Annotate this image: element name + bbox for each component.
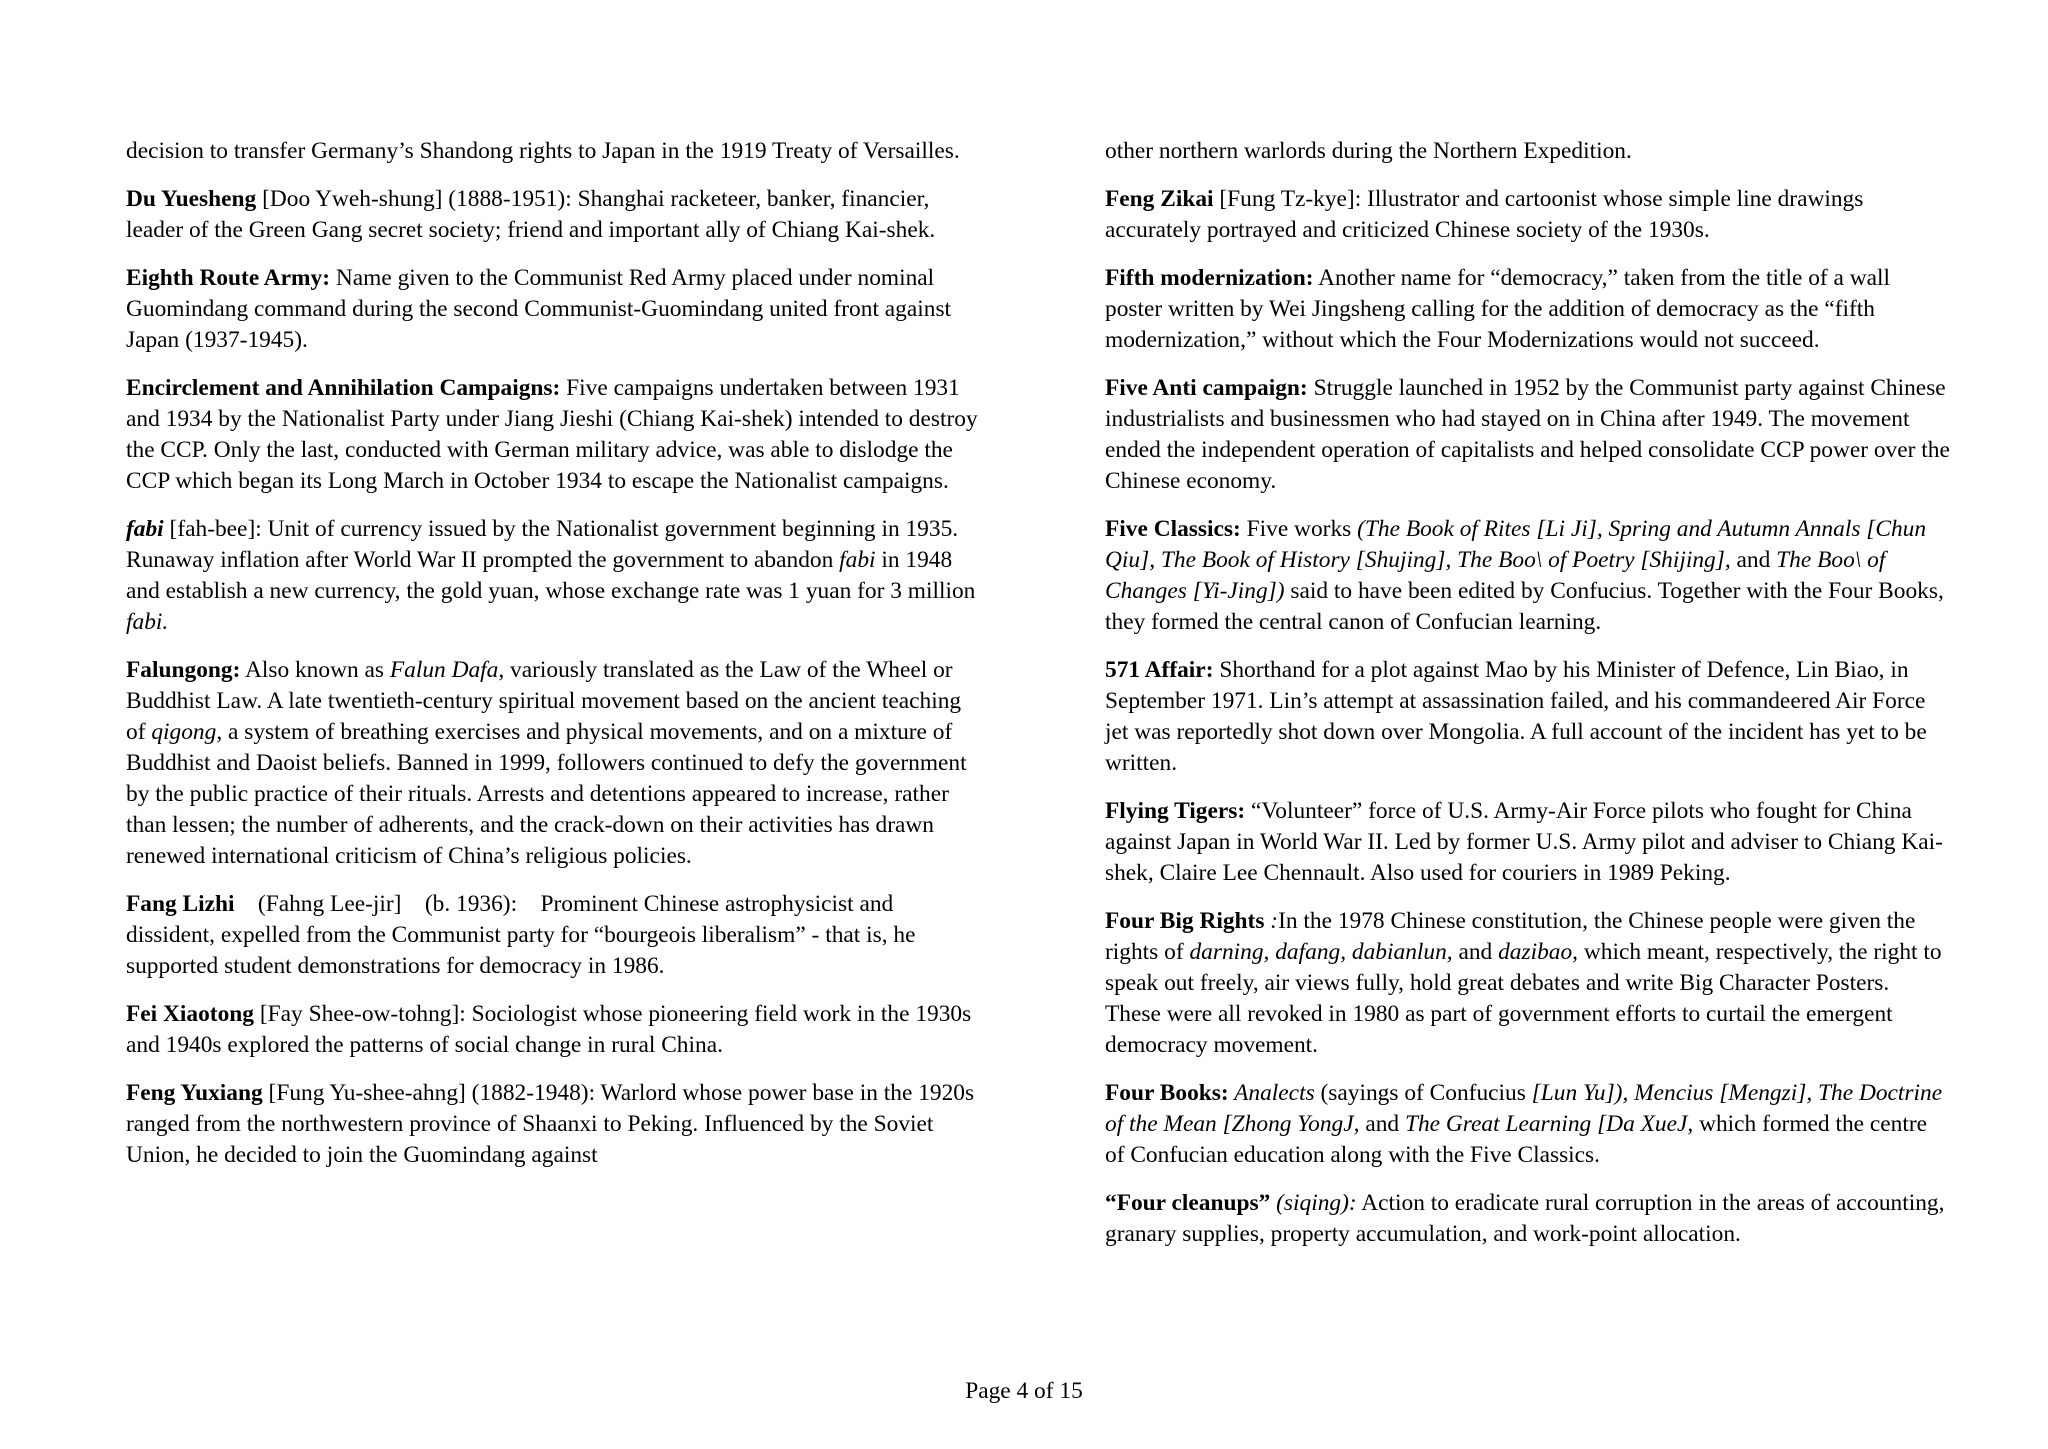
entry-definition: which formed the centre of Confucian education along with the Five Classics. xyxy=(1105,1111,1928,1168)
entry-definition: [Doo Yweh-shung] (1888-1951): Shanghai racketeer, banker, financier, leader of the Green Gang secret society; friend and important ally of Chiang Kai-shek. xyxy=(126,186,936,243)
entry-five-anti-campaign xyxy=(1105,373,1950,497)
entry-definition: Another name for “democracy,” taken from the title of a wall poster written by Wei Jingsheng calling for the addition of democracy as the “fifth modernization,” without which the Four Modernizations would not succeed. xyxy=(1105,265,1891,353)
entry-term: Eighth Route Army: xyxy=(126,265,331,291)
entry-definition: Five campaigns undertaken between 1931 and 1934 by the Nationalist Party under Jiang Jieshi (Chiang Kai-shek) intended to destroy the CCP. Only the last, conducted with German military advice, was able to dislodge the CCP which began its Long March in October 1934 to escape the Nationalist campaigns. xyxy=(126,375,978,494)
entry-definition: and xyxy=(1452,939,1499,965)
entry-text: decision to transfer Germany’s Shandong rights to Japan in the 1919 Treaty of Versailles. xyxy=(126,138,960,164)
entry-term: Five Anti campaign: xyxy=(1105,375,1308,401)
entry-definition: “Volunteer” force of U.S. Army-Air Force pilots who fought for China against Japan in World War II. Led by former U.S. Army pilot and adviser to Chiang Kai-shek, Claire Lee Chennault. Also used for couriers in 1989 Peking. xyxy=(1105,798,1943,886)
entry-571-affair xyxy=(1105,655,1950,779)
entry-four-cleanups xyxy=(1105,1188,1950,1250)
entry-definition: [fah-bee]: Unit of currency issued by the Nationalist government beginning in 1935. Runaway inflation after World War II prompted the government to abandon xyxy=(126,516,959,573)
entry-italic: fabi. xyxy=(126,609,169,635)
entry-definition: Five works xyxy=(1240,516,1358,542)
entry-definition: (sayings of Confucius xyxy=(1314,1080,1532,1106)
entry-term: Feng Yuxiang xyxy=(126,1080,263,1106)
entry-italic: (The Book of Rites [Li Ji], Spring and Autumn Annals [Chun Qiu], The Book of History [Shujing], The Boo\ of Poetry [Shijing], xyxy=(1105,516,1927,573)
entry-definition: Action to eradicate rural corruption in the areas of accounting, granary supplies, property accumulation, and work-point allocation. xyxy=(1105,1190,1945,1247)
entry-term: Feng Zikai xyxy=(1105,186,1214,212)
right-column xyxy=(1105,136,1950,1267)
entry-four-big-rights xyxy=(1105,906,1950,1061)
entry-continuation-warlords xyxy=(1105,136,1950,167)
entry-feng-zikai xyxy=(1105,184,1950,246)
entry-italic: qigong, xyxy=(151,719,223,745)
entry-definition: and xyxy=(1730,547,1777,573)
entry-term: Five Classics: xyxy=(1105,516,1241,542)
entry-italic: fabi xyxy=(839,547,876,573)
entry-term: Falungong: xyxy=(126,657,241,683)
entry-definition: [Fung Tz-kye]: Illustrator and cartoonist whose simple line drawings accurately portrayed and criticized Chinese society of the 1930s. xyxy=(1105,186,1864,243)
entry-definition: Struggle launched in 1952 by the Communist party against Chinese industrialists and businessmen who had stayed on in China after 1949. The movement ended the independent operation of capitalists and helped consolidate CCP power over the Chinese economy. xyxy=(1105,375,1950,494)
entry-definition: Name given to the Communist Red Army placed under nominal Guomindang command during the second Communist-Guomindang united front against Japan (1937-1945). xyxy=(126,265,952,353)
entry-italic: : xyxy=(1264,908,1279,934)
entry-italic: darning, dafang, dabianlun, xyxy=(1189,939,1453,965)
entry-text: other northern warlords during the Northern Expedition. xyxy=(1105,138,1632,164)
entry-definition: [Fung Yu-shee-ahng] (1882-1948): Warlord whose power base in the 1920s ranged from the northwestern province of Shaanxi to Peking. Influenced by the Soviet Union, he decided to join the Guomindang against xyxy=(126,1080,975,1168)
entry-term: Four Big Rights xyxy=(1105,908,1265,934)
left-column xyxy=(126,136,981,1188)
entry-italic: The Boo\ of Changes [Yi-Jing]) xyxy=(1105,547,1886,604)
entry-definition: Shorthand for a plot against Mao by his Minister of Defence, Lin Biao, in September 1971. Lin’s attempt at assassination failed, and his commandeered Air Force jet was reportedly shot down over Mongolia. A full account of the incident has yet to be written. xyxy=(1105,657,1927,776)
entry-fabi xyxy=(126,514,981,638)
entry-term: Fang Lizhi xyxy=(126,891,235,917)
entry-du-yuesheng xyxy=(126,184,981,246)
entry-fifth-modernization xyxy=(1105,263,1950,356)
entry-italic: The Great Learning [Da XueJ, xyxy=(1404,1111,1694,1137)
entry-term: “Four cleanups” xyxy=(1105,1190,1271,1216)
entry-term: Du Yuesheng xyxy=(126,186,257,212)
entry-definition: Also known as xyxy=(240,657,390,683)
entry-term: 571 Affair: xyxy=(1105,657,1214,683)
entry-italic: Falun Dafa, xyxy=(389,657,505,683)
entry-encirclement-campaigns xyxy=(126,373,981,497)
entry-italic: dazibao, xyxy=(1498,939,1579,965)
entry-definition: a system of breathing exercises and physical movements, and on a mixture of Buddhist and Daoist beliefs. Banned in 1999, followers continued to defy the government by the public practice of their rituals. Arrests and detentions appeared to increase, rather than lessen; the number of adherents, and the crack-down on their activities has drawn renewed international criticism of China’s religious policies. xyxy=(126,719,967,869)
entry-feng-yuxiang xyxy=(126,1078,981,1171)
entry-definition: (Fahng Lee-jir] (b. 1936): Prominent Chinese astrophysicist and dissident, expelled from the Communist party for “bourgeois liberalism” - that is, he supported student demonstrations for democracy in 1986. xyxy=(126,891,922,979)
entry-term: Four Books: xyxy=(1105,1080,1229,1106)
entry-continuation-treaty xyxy=(126,136,981,167)
entry-definition: In the 1978 Chinese constitution, the Chinese people were given the rights of xyxy=(1105,908,1916,965)
entry-term: Flying Tigers: xyxy=(1105,798,1246,824)
entry-italic: [Lun Yu]), Mencius [Mengzi], The Doctrine of the Mean [Zhong YongJ, xyxy=(1105,1080,1943,1137)
page-number: Page 4 of 15 xyxy=(965,1378,1083,1404)
entry-falungong xyxy=(126,655,981,872)
entry-fang-lizhi xyxy=(126,889,981,982)
entry-definition: and xyxy=(1359,1111,1405,1137)
entry-four-books xyxy=(1105,1078,1950,1171)
entry-eighth-route-army xyxy=(126,263,981,356)
entry-fei-xiaotong xyxy=(126,999,981,1061)
entry-definition: said to have been edited by Confucius. Together with the Four Books, they formed the central canon of Confucian learning. xyxy=(1105,578,1944,635)
entry-term: fabi xyxy=(126,516,164,542)
entry-term: Encirclement and Annihilation Campaigns: xyxy=(126,375,561,401)
entry-term: Fifth modernization: xyxy=(1105,265,1314,291)
entry-definition: which meant, respectively, the right to speak out freely, air views fully, hold great debates and write Big Character Posters. These were all revoked in 1980 as part of government efforts to curtail the emergent democracy movement. xyxy=(1105,939,1942,1058)
entry-definition: in 1948 and establish a new currency, the gold yuan, whose exchange rate was 1 yuan for 3 million xyxy=(126,547,976,604)
entry-italic: Analects xyxy=(1228,1080,1315,1106)
entry-term: Fei Xiaotong xyxy=(126,1001,254,1027)
entry-italic: (siqing): xyxy=(1270,1190,1357,1216)
entry-definition: [Fay Shee-ow-tohng]: Sociologist whose pioneering field work in the 1930s and 1940s explored the patterns of social change in rural China. xyxy=(126,1001,972,1058)
entry-flying-tigers xyxy=(1105,796,1950,889)
entry-definition: variously translated as the Law of the Wheel or Buddhist Law. A late twentieth-century spiritual movement based on the ancient teaching of xyxy=(126,657,962,745)
entry-five-classics xyxy=(1105,514,1950,638)
